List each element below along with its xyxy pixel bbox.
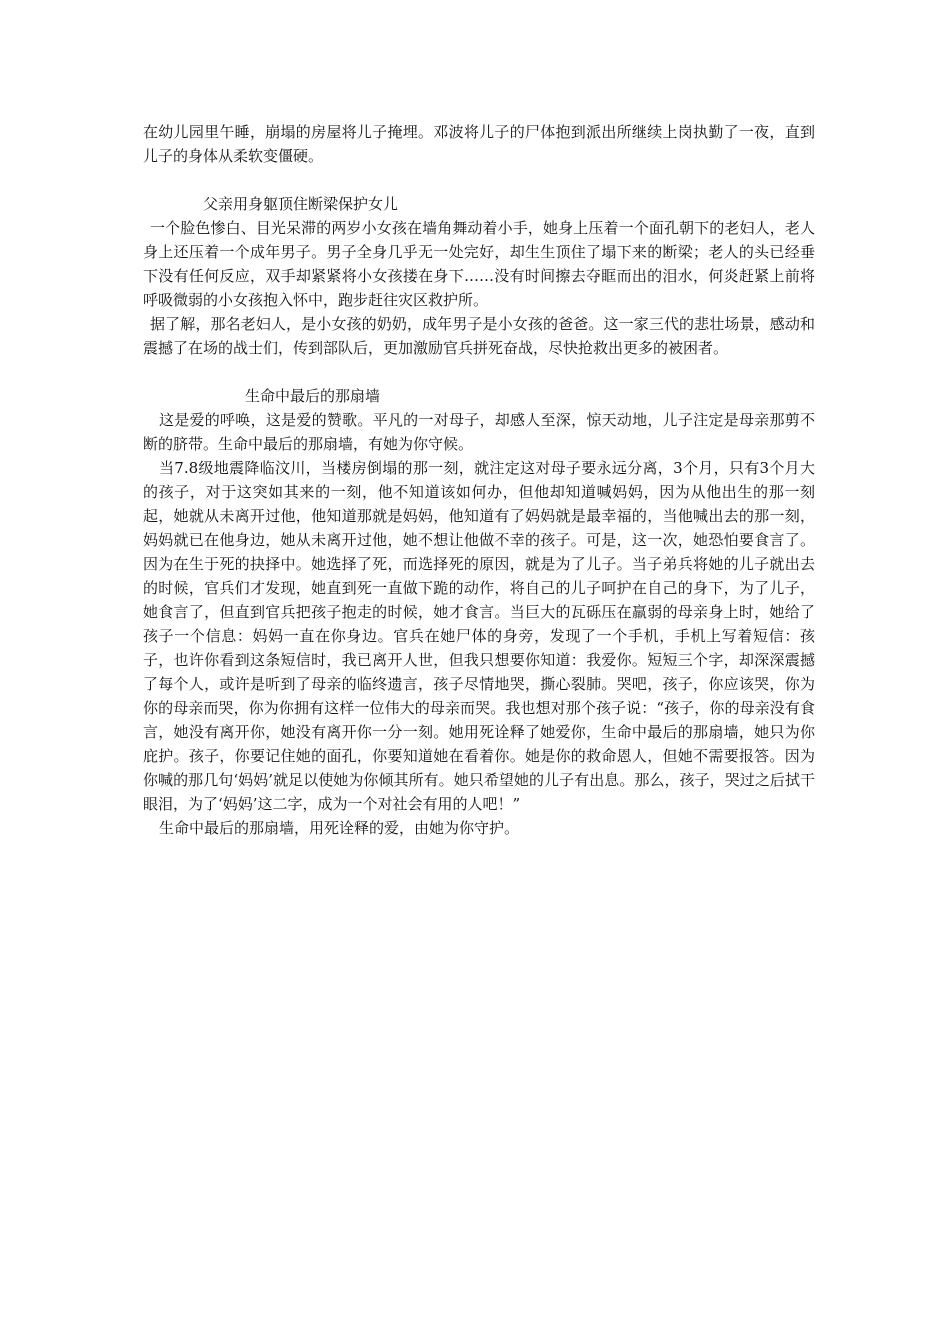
paragraph-mother-story: 当7.8级地震降临汶川，当楼房倒塌的那一刻，就注定这对母子要永远分离，3个月，只有3个月大的孩子，对于这突如其来的一刻，他不知道该如何办，但他却知道喊妈妈，因为从他出生的那一刻起，她就从未离开过他，他知道那就是妈妈，他知道有了妈妈就是最幸福的，当他喊出去的那一刻，妈妈就已在他身边，她从未离开过他，她不想让他做不幸的孩子。可是，这一次，她恐怕要食言了。因为在生于死的抉择中。她选择了死，而选择死的原因，就是为了儿子。当子弟兵将她的儿子就出去的时候，官兵们才发现，她直到死一直做下跪的动作，将自己的儿子呵护在自己的身下，为了儿子，她食言了，但直到官兵把孩子抱走的时候，她才食言。当巨大的瓦砾压在羸弱的母亲身上时，她给了孩子一个信息：妈妈一直在你身边。官兵在她尸体的身旁，发现了一个手机，手机上写着短信：孩子，也许你看到这条短信时，我已离开人世，但我只想要你知道：我爱你。短短三个字，却深深震撼了每个人，或许是听到了母亲的临终遗言，孩子尽情地哭，撕心裂肺。哭吧，孩子，你应该哭，你为你的母亲而哭，你为你拥有这样一位伟大的母亲而哭。我也想对那个孩子说：“孩子，你的母亲没有食言，她没有离开你，她没有离开你一分一刻。她用死诠释了她爱你，生命中最后的那扇墙，她只为你庇护。孩子，你要记住她的面孔，你要知道她在看着你。她是你的救命恩人，但她不需要报答。因为你喊的那几句‘妈妈’就足以使她为你倾其所有。她只希望她的儿子有出息。那么，孩子，哭过之后拭干眼泪，为了‘妈妈’这二字，成为一个对社会有用的人吧！”: [143, 459, 815, 813]
paragraph-family-background: 据了解，那名老妇人，是小女孩的奶奶，成年男子是小女孩的爸爸。这一家三代的悲壮场景，感动和震撼了在场的战士们，传到部队后，更加激励官兵拼死奋战，尽快抢救出更多的被困者。: [143, 315, 815, 357]
spacer: [143, 168, 815, 192]
section-heading-father: 父亲用身躯顶住断梁保护女儿: [203, 195, 399, 213]
opening-paragraph: 在幼儿园里午睡，崩塌的房屋将儿子掩埋。邓波将儿子的尸体抱到派出所继续上岗执勤了一夜，直到儿子的身体从柔软变僵硬。: [143, 123, 815, 165]
paragraph-call-of-love: 这是爱的呼唤，这是爱的赞歌。平凡的一对母子，却感人至深，惊天动地，儿子注定是母亲那剪不断的脐带。生命中最后的那扇墙，有她为你守候。: [143, 411, 815, 453]
spacer: [143, 360, 815, 384]
paragraph-rescue-girl: 一个脸色惨白、目光呆滞的两岁小女孩在墙角舞动着小手，她身上压着一个面孔朝下的老妇人，老人身上还压着一个成年男子。男子全身几乎无一处完好，却生生顶住了塌下来的断梁；老人的头已经垂下没有任何反应，双手却紧紧将小女孩搂在身下……没有时间擦去夺眶而出的泪水，何炎赶紧上前将呼吸微弱的小女孩抱入怀中，跑步赶往灾区救护所。: [143, 219, 815, 309]
section-heading-last-wall: 生命中最后的那扇墙: [245, 387, 381, 405]
paragraph-closing: 生命中最后的那扇墙，用死诠释的爱，由她为你守护。: [159, 819, 520, 837]
document-body: [143, 120, 815, 840]
